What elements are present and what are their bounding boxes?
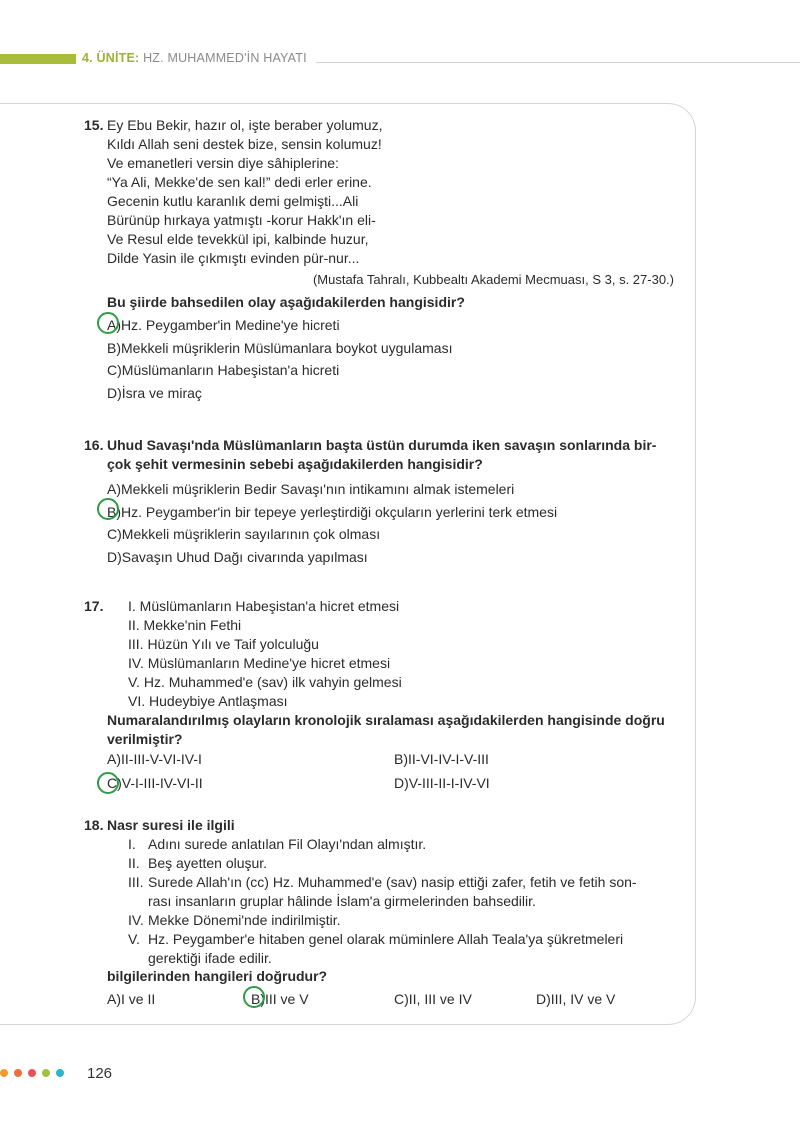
option-c[interactable]: C)II, III ve IV (394, 991, 472, 1007)
statement-item: II. Beş ayetten oluşur. (128, 855, 268, 871)
option-c[interactable]: C)Mekkeli müşriklerin sayılarının çok olması (107, 526, 381, 542)
event-item: II. Mekke'nin Fethi (128, 617, 242, 633)
option-a[interactable]: A)I ve II (107, 991, 156, 1007)
answer-mark-circle (97, 772, 119, 794)
footer-dot (0, 1069, 8, 1077)
poem-line: Ve Resul elde tevekkül ipi, kalbinde huzur, (107, 231, 369, 247)
unit-title: HZ. MUHAMMED'İN HAYATI (143, 51, 307, 65)
poem-line: Kıldı Allah seni destek bize, sensin kolumuz! (107, 136, 382, 152)
poem-line: “Ya Ali, Mekke'de sen kal!” dedi erler erine. (107, 174, 372, 190)
header-rule (316, 62, 800, 63)
question-stem: bilgilerinden hangileri doğrudur? (107, 968, 328, 984)
footer-dot (28, 1069, 36, 1077)
question-number: 16. (84, 437, 104, 453)
footer-dot (14, 1069, 22, 1077)
statement-item: III. Surede Allah'ın (cc) Hz. Muhammed'e (sav) nasip ettiği zafer, fetih ve fetih son- rası insanların gruplar hâlinde İslam'a girmelerinden bahsedilir. (128, 874, 637, 909)
event-item: IV. Müslümanların Medine'ye hicret etmesi (128, 655, 391, 671)
option-d[interactable]: D)Savaşın Uhud Dağı civarında yapılması (107, 548, 368, 565)
option-c[interactable]: C)Müslümanların Habeşistan'a hicreti (107, 362, 340, 378)
question-stem: Bu şiirde bahsedilen olay aşağıdakilerden hangisidir? (107, 294, 465, 310)
question-number: 18. (84, 817, 104, 833)
option-b[interactable]: B)II-VI-IV-I-V-III (394, 751, 489, 767)
question-number: 17. (84, 598, 104, 614)
option-b[interactable]: B)Mekkeli müşriklerin Müslümanlara boykot uygulaması (107, 339, 453, 356)
statement-item: V. Hz. Peygamber'e hitaben genel olarak müminlere Allah Teala'ya şükretmeleri gerektiği ifade edilir. (128, 931, 624, 966)
footer-dot (42, 1069, 50, 1077)
option-d[interactable]: D)III, IV ve V (536, 991, 616, 1007)
footer-dot (56, 1069, 64, 1077)
option-c[interactable]: C)V-I-III-IV-VI-II (107, 775, 203, 791)
question-number: 15. (84, 117, 104, 133)
option-b[interactable]: B)Hz. Peygamber'in bir tepeye yerleştirdiği okçuların yerlerini terk etmesi (107, 503, 558, 520)
statement-item: I. Adını surede anlatılan Fil Olayı'ndan almıştır. (128, 836, 427, 852)
page-number: 126 (87, 1065, 113, 1082)
option-a[interactable]: A)II-III-V-VI-IV-I (107, 751, 202, 767)
answer-mark-circle (97, 312, 119, 334)
event-item: VI. Hudeybiye Antlaşması (128, 693, 288, 709)
page-header (82, 51, 307, 65)
question-stem: çok şehit vermesinin sebebi aşağıdakilerden hangisidir? (107, 456, 483, 472)
unit-label: 4. ÜNİTE: (82, 51, 140, 65)
poem-line: Dilde Yasin ile çıkmıştı evinden pür-nur... (107, 250, 360, 266)
option-b[interactable]: B)III ve V (251, 991, 309, 1007)
question-stem: Uhud Savaşı'nda Müslümanların başta üstün durumda iken savaşın sonlarında bir- (107, 437, 657, 453)
poem-line: Gecenin kutlu karanlık demi gelmişti...Ali (107, 193, 359, 209)
statement-item: IV. Mekke Dönemi'nde indirilmiştir. (128, 912, 341, 928)
poem-line: Ey Ebu Bekir, hazır ol, işte beraber yolumuz, (107, 117, 383, 133)
option-a[interactable]: A)Hz. Peygamber'in Medine'ye hicreti (107, 317, 340, 333)
event-item: III. Hüzün Yılı ve Taif yolculuğu (128, 636, 319, 652)
poem-line: Ve emanetleri versin diye sâhiplerine: (107, 155, 339, 171)
question-intro: Nasr suresi ile ilgili (107, 817, 235, 833)
option-d[interactable]: D)V-III-II-I-IV-VI (394, 775, 490, 791)
option-a[interactable]: A)Mekkeli müşriklerin Bedir Savaşı'nın intikamını almak istemeleri (107, 481, 515, 497)
event-item: I. Müslümanların Habeşistan'a hicret etmesi (128, 598, 400, 614)
poem-line: Bürünüp hırkaya yatmıştı -korur Hakk'ın eli- (107, 212, 376, 228)
event-item: V. Hz. Muhammed'e (sav) ilk vahyin gelmesi (128, 674, 402, 690)
answer-mark-circle (97, 498, 119, 520)
header-accent-bar (0, 54, 76, 64)
poem-source: (Mustafa Tahralı, Kubbealtı Akademi Mecmuası, S 3, s. 27-30.) (312, 272, 674, 287)
question-stem: Numaralandırılmış olayların kronolojik sıralaması aşağıdakilerden hangisinde doğru (107, 712, 665, 728)
option-d[interactable]: D)İsra ve miraç (107, 384, 202, 401)
question-stem: verilmiştir? (107, 731, 183, 747)
answer-mark-circle (243, 986, 265, 1008)
